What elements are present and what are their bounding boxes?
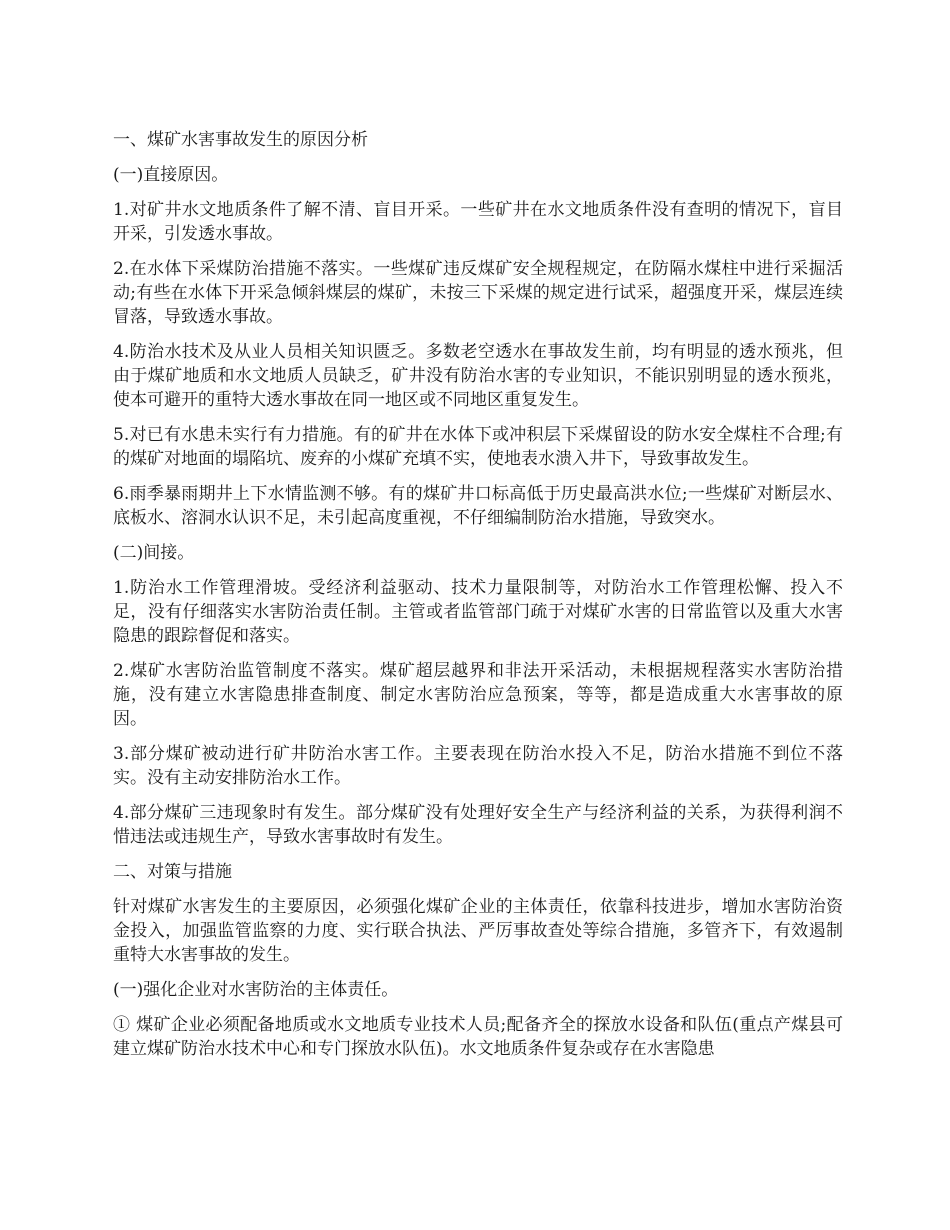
paragraph-direct-4: 4.防治水技术及从业人员相关知识匮乏。多数老空透水在事故发生前，均有明显的透水预兆，但由于煤矿地质和水文地质人员缺乏，矿井没有防治水害的专业知识，不能识别明显的透水预兆，使本可避开的重特大透水事故在同一地区或不同地区重复发生。 xyxy=(113,342,843,410)
paragraph-measures-intro: 针对煤矿水害发生的主要原因，必须强化煤矿企业的主体责任，依靠科技进步，增加水害防治资金投入，加强监管监察的力度、实行联合执法、严厉事故查处等综合措施，多管齐下，有效遏制重特大水害事故的发生。 xyxy=(113,897,843,965)
paragraph-indirect-2: 2.煤矿水害防治监管制度不落实。煤矿超层越界和非法开采活动，未根据规程落实水害防治措施，没有建立水害隐患排查制度、制定水害防治应急预案，等等，都是造成重大水害事故的原因。 xyxy=(113,661,843,729)
paragraph-direct-2: 2.在水体下采煤防治措施不落实。一些煤矿违反煤矿安全规程规定，在防隔水煤柱中进行采掘活动;有些在水体下开采急倾斜煤层的煤矿，未按三下采煤的规定进行试采，超强度开采，煤层连续冒落，导致透水事故。 xyxy=(113,259,843,327)
paragraph-responsibility-1: ① 煤矿企业必须配备地质或水文地质专业技术人员;配备齐全的探放水设备和队伍(重点产煤县可建立煤矿防治水技术中心和专门探放水队伍)。水文地质条件复杂或存在水害隐患 xyxy=(113,1015,843,1059)
subsection-heading-indirect: (二)间接。 xyxy=(113,543,195,563)
document-body xyxy=(113,128,843,1072)
paragraph-indirect-1: 1.防治水工作管理滑坡。受经济利益驱动、技术力量限制等，对防治水工作管理松懈、投入不足，没有仔细落实水害防治责任制。主管或者监管部门疏于对煤矿水害的日常监管以及重大水害隐患的跟踪督促和落实。 xyxy=(113,578,843,646)
section-heading-causes: 一、煤矿水害事故发生的原因分析 xyxy=(113,130,368,150)
paragraph-indirect-3: 3.部分煤矿被动进行矿井防治水害工作。主要表现在防治水投入不足，防治水措施不到位不落实。没有主动安排防治水工作。 xyxy=(113,744,843,788)
paragraph-direct-6: 6.雨季暴雨期井上下水情监测不够。有的煤矿井口标高低于历史最高洪水位;一些煤矿对断层水、底板水、溶洞水认识不足，未引起高度重视，不仔细编制防治水措施，导致突水。 xyxy=(113,484,843,528)
subsection-heading-responsibility: (一)强化企业对水害防治的主体责任。 xyxy=(113,980,399,1000)
paragraph-direct-5: 5.对已有水患未实行有力措施。有的矿井在水体下或冲积层下采煤留设的防水安全煤柱不合理;有的煤矿对地面的塌陷坑、废弃的小煤矿充填不实，使地表水溃入井下，导致事故发生。 xyxy=(113,425,843,469)
paragraph-direct-1: 1.对矿井水文地质条件了解不清、盲目开采。一些矿井在水文地质条件没有查明的情况下，盲目开采，引发透水事故。 xyxy=(113,200,843,244)
paragraph-indirect-4: 4.部分煤矿三违现象时有发生。部分煤矿没有处理好安全生产与经济利益的关系，为获得利润不惜违法或违规生产，导致水害事故时有发生。 xyxy=(113,803,843,847)
subsection-heading-direct: (一)直接原因。 xyxy=(113,165,229,185)
section-heading-measures: 二、对策与措施 xyxy=(113,862,232,882)
